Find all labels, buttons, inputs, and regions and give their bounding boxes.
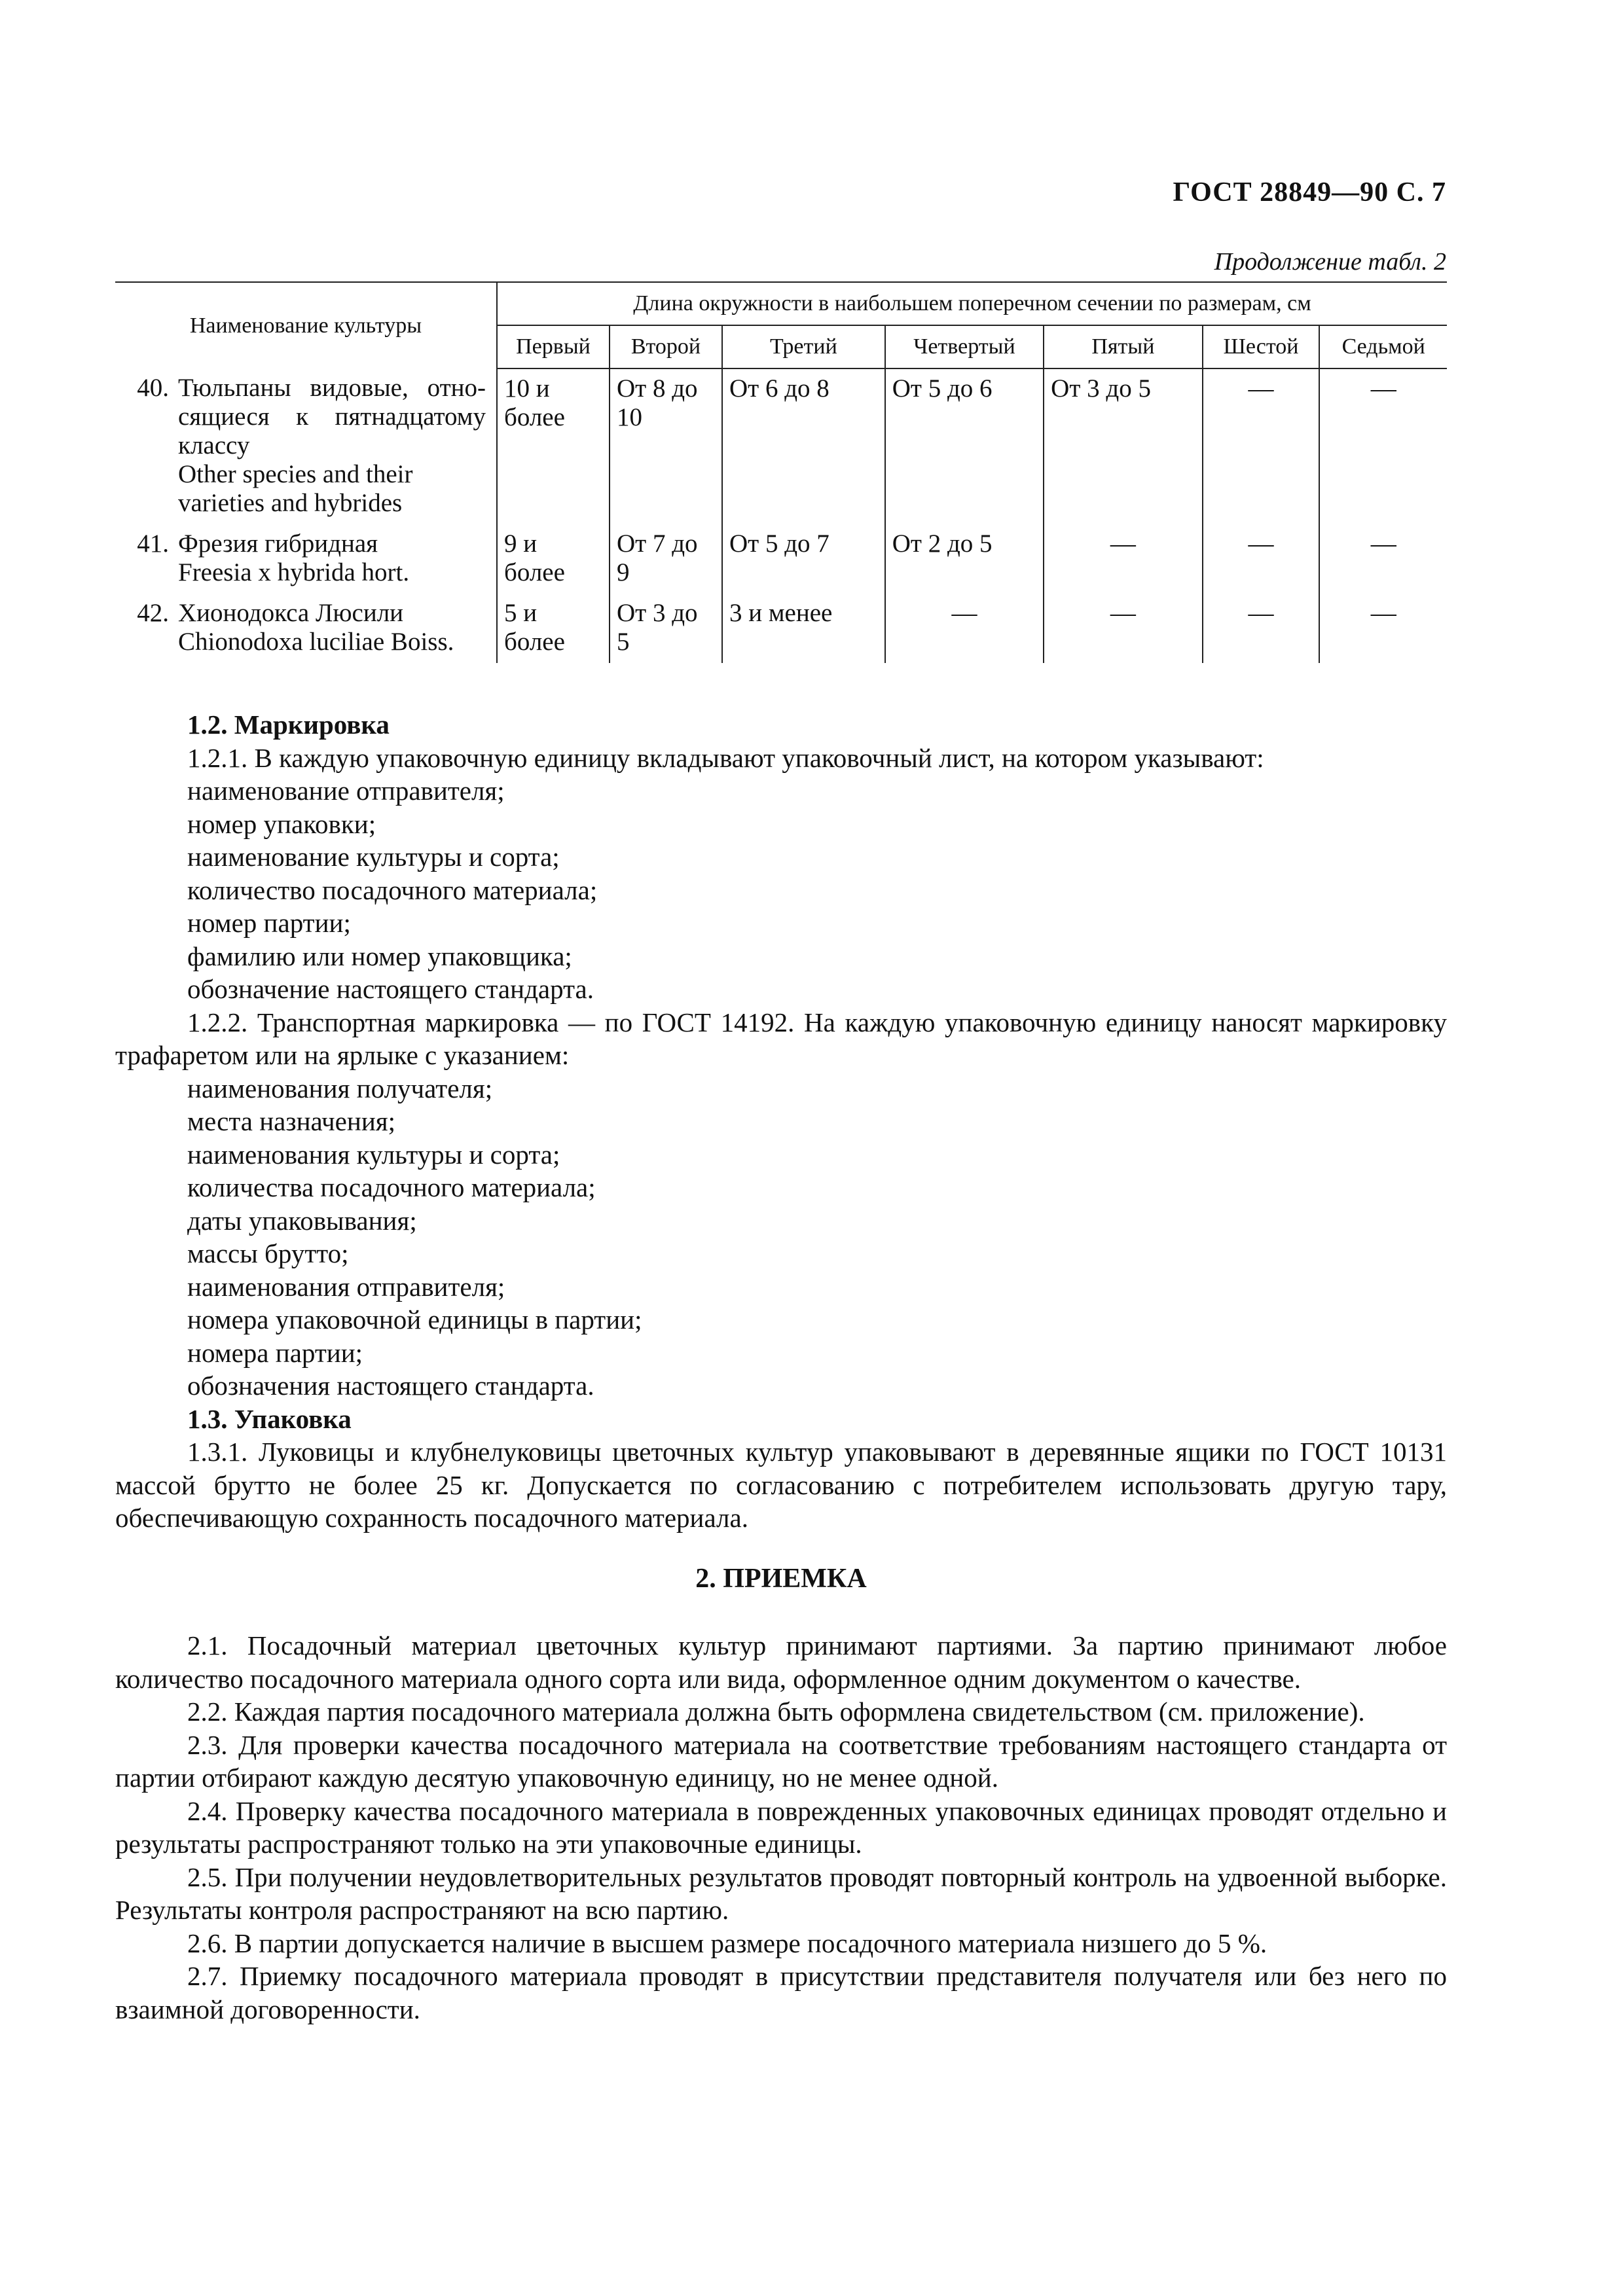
row-number: 42. <box>137 599 169 627</box>
paragraph-2-7: 2.7. Приемку посадочного материала проводят в присутствии представителя получателя или без него по взаимной договоренности. <box>115 1961 1447 2024</box>
list-item: номера упаковочной единицы в партии; <box>187 1304 642 1335</box>
table-row <box>115 368 1447 524</box>
size-cell: — <box>885 594 1044 663</box>
size-cell: — <box>1319 368 1447 524</box>
size-cell: От 8 до 10 <box>610 368 722 524</box>
culture-name-line: Хионодокса Люсили <box>178 599 404 627</box>
list-item: наименования культуры и сорта; <box>187 1139 560 1170</box>
size-cell: — <box>1044 594 1202 663</box>
list-item: фамилию или номер упаковщика; <box>187 941 572 971</box>
size-cell: — <box>1319 524 1447 594</box>
list-item: номера партии; <box>187 1337 363 1368</box>
size-cell: От 5 до 6 <box>885 368 1044 524</box>
table-row <box>115 594 1447 663</box>
culture-name-line: Other species and their <box>178 460 413 488</box>
size-cell: От 5 до 7 <box>722 524 885 594</box>
paragraph-2-1: 2.1. Посадочный материал цветочных культур принимают партиями. За партию принимают любое количество посадочного материала одного сорта или вида, оформленное одним документом о качестве. <box>115 1630 1447 1694</box>
list-item: обозначение настоящего стандарта. <box>187 974 594 1004</box>
section-title-acceptance: 2. ПРИЕМКА <box>695 1563 867 1594</box>
size-cell: 10 и более <box>497 368 610 524</box>
list-item: номер партии; <box>187 908 351 938</box>
list-item: наименование отправителя; <box>187 776 505 806</box>
size-header: Второй <box>610 325 722 368</box>
size-cell: От 6 до 8 <box>722 368 885 524</box>
size-header: Пятый <box>1044 325 1202 368</box>
section-title-packing: 1.3. Упаковка <box>187 1403 352 1434</box>
size-header: Первый <box>497 325 610 368</box>
size-cell: — <box>1203 594 1320 663</box>
size-cell: От 2 до 5 <box>885 524 1044 594</box>
document-body <box>115 708 1447 2026</box>
size-cell: 3 и менее <box>722 594 885 663</box>
culture-name-cell <box>115 368 497 524</box>
culture-name-line: сящиеся к пятнадцатому <box>178 403 486 431</box>
paragraph-1-2-1: 1.2.1. В каждую упаковочную единицу вкладывают упаковочный лист, на котором указывают: <box>187 742 1264 773</box>
paragraph-2-5: 2.5. При получении неудовлетворительных результатов проводят повторный контроль на удвоенной выборке. Результаты контроля распространяют на всю партию. <box>115 1861 1447 1925</box>
size-cell: От 3 до 5 <box>610 594 722 663</box>
table-caption: Продолжение табл. 2 <box>1214 248 1446 276</box>
paragraph-2-3: 2.3. Для проверки качества посадочного материала на соответствие требованиям настоящего стандарта от партии отбирают каждую десятую упаковочную единицу, но не менее одной. <box>115 1729 1447 1793</box>
list-item: количества посадочного материала; <box>187 1172 596 1202</box>
size-cell: — <box>1203 524 1320 594</box>
table-row <box>115 524 1447 594</box>
culture-name-line: Фрезия гибридная <box>178 529 378 558</box>
paragraph-1-2-2: 1.2.2. Транспортная маркировка — по ГОСТ 14192. На каждую упаковочную единицу наносят маркировку трафаретом или на ярлыке с указанием: <box>115 1007 1447 1070</box>
column-group-header: Длина окружности в наибольшем поперечном сечении по размерам, см <box>497 282 1447 325</box>
size-table <box>115 281 1447 663</box>
culture-name-cell <box>115 594 497 663</box>
culture-name-line: varieties and hybrides <box>178 489 403 517</box>
list-item: номер упаковки; <box>187 808 376 839</box>
culture-name-cell <box>115 524 497 594</box>
size-cell: От 3 до 5 <box>1044 368 1202 524</box>
size-header: Четвертый <box>885 325 1044 368</box>
paragraph-2-6: 2.6. В партии допускается наличие в высшем размере посадочного материала низшего до 5 %. <box>187 1928 1267 1958</box>
list-item: наименования отправителя; <box>187 1271 505 1302</box>
list-item: наименования получателя; <box>187 1073 493 1103</box>
paragraph-2-2: 2.2. Каждая партия посадочного материала должна быть оформлена свидетельством (см. приложение). <box>187 1696 1365 1727</box>
paragraph-2-4: 2.4. Проверку качества посадочного материала в поврежденных упаковочных единицах проводят отдельно и результаты распространяют только на эти упаковочные единицы. <box>115 1795 1447 1859</box>
table-header-row <box>115 282 1447 325</box>
column-header-name: Наименование культуры <box>115 282 497 368</box>
list-item: массы брутто; <box>187 1238 349 1268</box>
size-cell: 9 и более <box>497 524 610 594</box>
list-item: места назначения; <box>187 1106 396 1136</box>
size-cell: 5 и более <box>497 594 610 663</box>
list-item: даты упаковывания; <box>187 1205 417 1236</box>
list-item: обозначения настоящего стандарта. <box>187 1371 594 1401</box>
size-header: Третий <box>722 325 885 368</box>
size-cell: — <box>1319 594 1447 663</box>
size-cell: — <box>1203 368 1320 524</box>
row-number: 41. <box>137 529 169 558</box>
culture-name-line: Chionodoxa luciliae Boiss. <box>178 628 454 656</box>
row-number: 40. <box>137 374 169 402</box>
culture-name-line: Freesia x hybrida hort. <box>178 558 410 586</box>
culture-name-line: классу <box>178 431 250 459</box>
list-item: количество посадочного материала; <box>187 874 598 905</box>
size-cell: — <box>1044 524 1202 594</box>
culture-name-line: Тюльпаны видовые, отно- <box>178 374 486 402</box>
section-title-marking: 1.2. Маркировка <box>187 709 390 740</box>
size-cell: От 7 до 9 <box>610 524 722 594</box>
list-item: наименование культуры и сорта; <box>187 842 560 872</box>
paragraph-1-3-1: 1.3.1. Луковицы и клубнелуковицы цветочных культур упаковывают в деревянные ящики по ГОСТ 10131 массой брутто не более 25 кг. Допускается по согласованию с потребителем использовать другую тару, обеспечивающую сохранность посадочного материала. <box>115 1437 1447 1533</box>
size-header: Шестой <box>1203 325 1320 368</box>
page-header: ГОСТ 28849—90 С. 7 <box>1173 177 1446 207</box>
size-header: Седьмой <box>1319 325 1447 368</box>
